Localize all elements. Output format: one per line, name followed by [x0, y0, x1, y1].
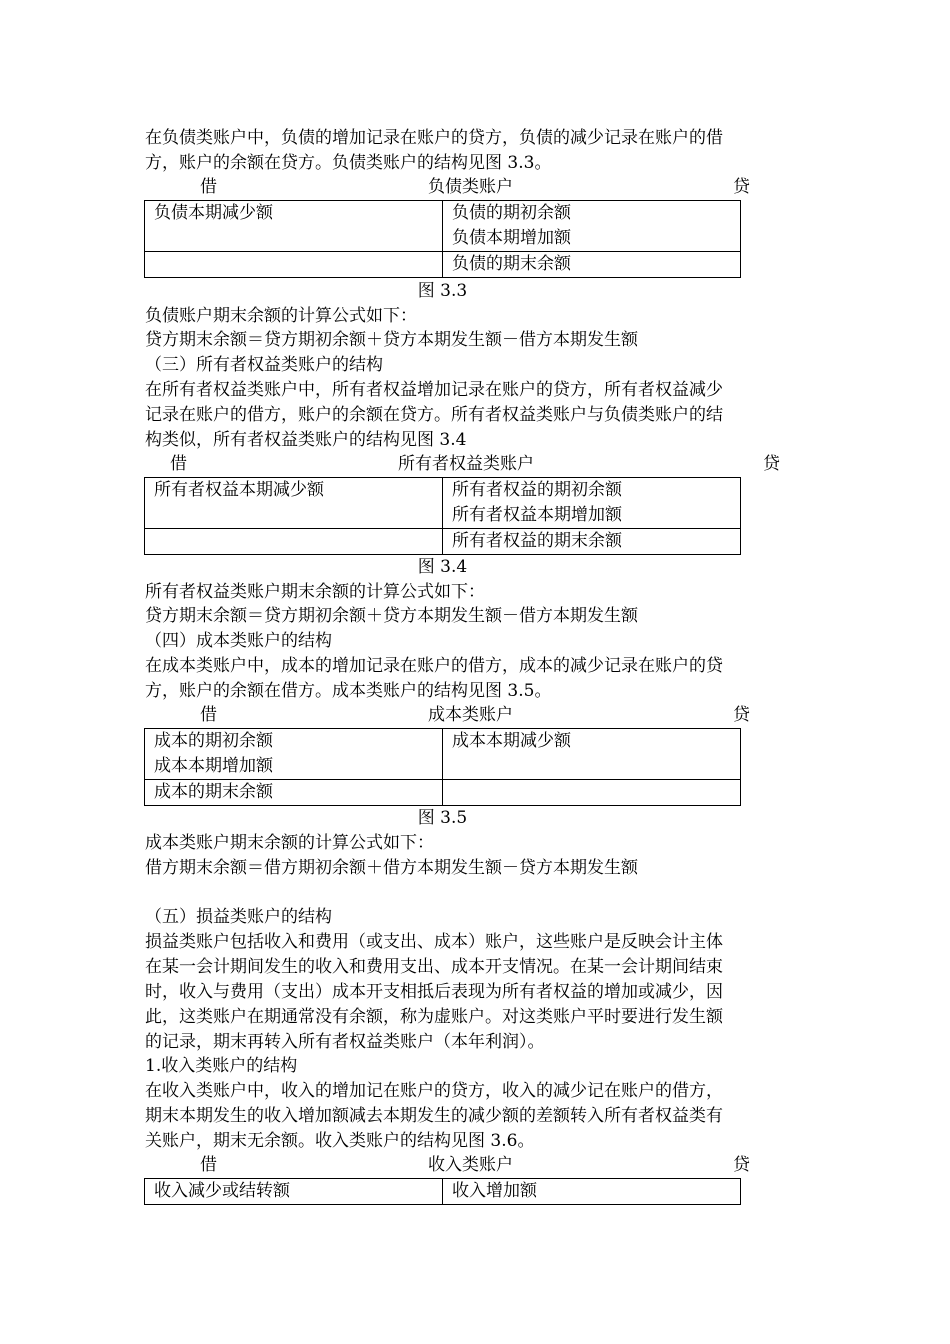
debit-label: 借 [200, 1155, 217, 1175]
paragraph-line: 的记录，期末再转入所有者权益类账户（本年利润）。 [145, 1032, 545, 1052]
section-heading: （四）成本类账户的结构 [145, 631, 332, 651]
paragraph-line: 在负债类账户中，负债的增加记录在账户的贷方，负债的减少记录在账户的借 [145, 128, 723, 148]
paragraph-line: 方，账户的余额在借方。成本类账户的结构见图 3.5。 [145, 681, 552, 701]
paragraph-line: 在所有者权益类账户中，所有者权益增加记录在账户的贷方，所有者权益减少 [145, 380, 723, 400]
paragraph-line: 所有者权益类账户期末余额的计算公式如下： [145, 582, 485, 602]
figure-caption: 图 3.5 [417, 808, 468, 828]
credit-label: 贷 [733, 177, 750, 197]
cell-text: 所有者权益的期初余额 [452, 480, 622, 500]
t-account-table [144, 200, 741, 278]
credit-cell [443, 201, 741, 252]
t-account-table [144, 477, 741, 555]
cell-text: 负债本期减少额 [154, 203, 273, 223]
paragraph-line: 期末本期发生的收入增加额减去本期发生的减少额的差额转入所有者权益类有 [145, 1106, 723, 1126]
paragraph-line: 关账户，期末无余额。收入类账户的结构见图 3.6。 [145, 1131, 535, 1151]
debit-cell [145, 729, 443, 780]
formula-line: 借方期末余额＝借方期初余额＋借方本期发生额－贷方本期发生额 [145, 858, 638, 878]
t-account-table [144, 1178, 741, 1205]
paragraph-line: 时，收入与费用（支出）成本开支相抵后表现为所有者权益的增加或减少，因 [145, 982, 723, 1002]
t-account-table [144, 728, 741, 806]
credit-label: 贷 [763, 454, 780, 474]
cell-text: 成本本期减少额 [452, 731, 571, 751]
account-title: 所有者权益类账户 [398, 454, 534, 474]
paragraph-line: 在某一会计期间发生的收入和费用支出、成本开支情况。在某一会计期间结束 [145, 957, 723, 977]
credit-label: 贷 [733, 705, 750, 725]
cell-text: 所有者权益本期增加额 [452, 505, 622, 525]
cell-text: 成本的期初余额 [154, 731, 273, 751]
paragraph-line: 损益类账户包括收入和费用（或支出、成本）账户，这些账户是反映会计主体 [145, 932, 723, 952]
debit-balance-cell [145, 252, 443, 278]
figure-caption: 图 3.4 [417, 557, 468, 577]
paragraph-line: 方，账户的余额在贷方。负债类账户的结构见图 3.3。 [145, 153, 552, 173]
section-heading: （五）损益类账户的结构 [145, 907, 332, 927]
credit-balance-cell: 所有者权益的期末余额 [443, 529, 741, 555]
debit-label: 借 [200, 177, 217, 197]
credit-cell: 收入增加额 [443, 1179, 741, 1205]
cell-text: 所有者权益本期减少额 [154, 480, 324, 500]
debit-cell: 收入减少或结转额 [145, 1179, 443, 1205]
credit-balance-cell: 负债的期末余额 [443, 252, 741, 278]
paragraph-line: 构类似，所有者权益类账户的结构见图 3.4 [145, 430, 467, 450]
paragraph-line: 在收入类账户中，收入的增加记在账户的贷方，收入的减少记在账户的借方， [145, 1081, 723, 1101]
section-heading: 1.收入类账户的结构 [145, 1056, 298, 1076]
paragraph-line: 成本类账户期末余额的计算公式如下： [145, 833, 434, 853]
formula-line: 贷方期末余额＝贷方期初余额＋贷方本期发生额－借方本期发生额 [145, 606, 638, 626]
credit-cell [443, 729, 741, 780]
cell-text: 成本本期增加额 [154, 756, 273, 776]
account-title: 负债类账户 [428, 177, 513, 197]
paragraph-line: 负债账户期末余额的计算公式如下： [145, 306, 417, 326]
credit-label: 贷 [733, 1155, 750, 1175]
figure-caption: 图 3.3 [417, 281, 468, 301]
paragraph-line: 此，这类账户在期通常没有余额，称为虚账户。对这类账户平时要进行发生额 [145, 1007, 723, 1027]
paragraph-line: 在成本类账户中，成本的增加记录在账户的借方，成本的减少记录在账户的贷 [145, 656, 723, 676]
cell-text: 负债本期增加额 [452, 228, 571, 248]
debit-label: 借 [170, 454, 187, 474]
debit-cell [145, 201, 443, 252]
account-title: 成本类账户 [428, 705, 513, 725]
paragraph-line: 记录在账户的借方，账户的余额在贷方。所有者权益类账户与负债类账户的结 [145, 405, 723, 425]
account-title: 收入类账户 [428, 1155, 513, 1175]
cell-text: 负债的期初余额 [452, 203, 571, 223]
formula-line: 贷方期末余额＝贷方期初余额＋贷方本期发生额－借方本期发生额 [145, 330, 638, 350]
debit-cell [145, 478, 443, 529]
debit-balance-cell: 成本的期末余额 [145, 780, 443, 806]
credit-balance-cell [443, 780, 741, 806]
debit-label: 借 [200, 705, 217, 725]
debit-balance-cell [145, 529, 443, 555]
credit-cell [443, 478, 741, 529]
section-heading: （三）所有者权益类账户的结构 [145, 355, 383, 375]
